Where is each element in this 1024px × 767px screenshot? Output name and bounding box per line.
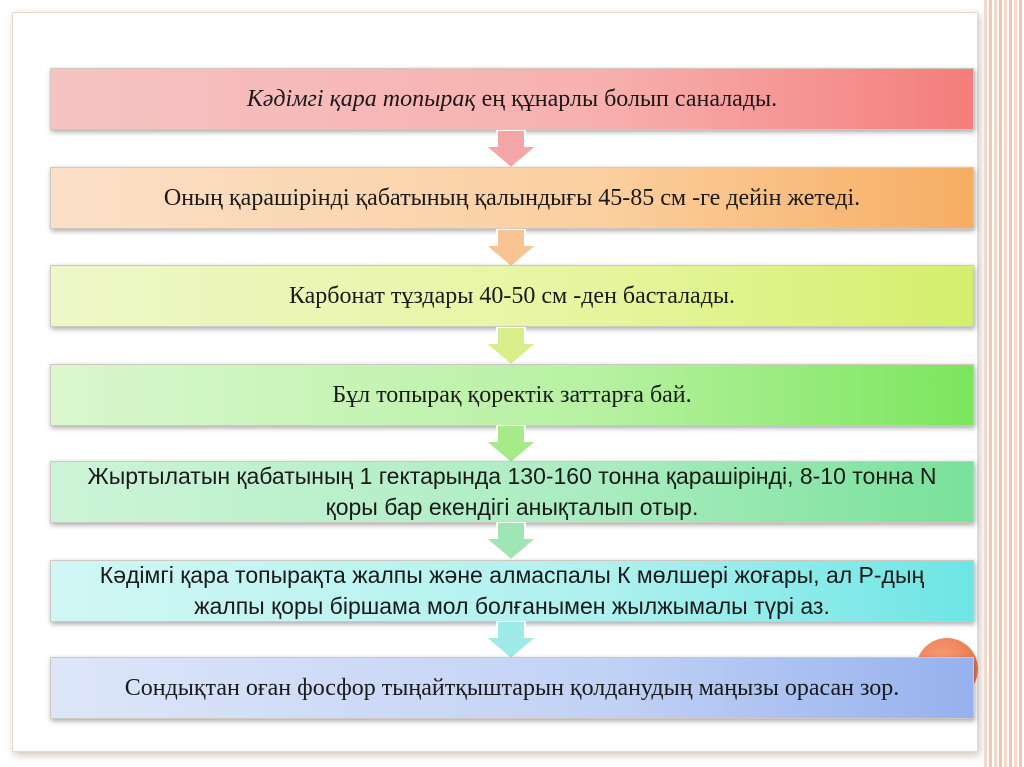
decorative-stripes [984, 0, 1024, 767]
step-6-box [50, 560, 974, 622]
step-5-box [50, 461, 974, 523]
arrow-5-shape [485, 522, 537, 560]
step-3-text: Карбонат тұздары 40-50 см -ден басталады. [288, 283, 736, 309]
arrow-2-shape [485, 229, 537, 267]
arrow-6-shape [485, 621, 537, 659]
arrow-4-shape [485, 425, 537, 463]
step-4-text: Бұл топырақ қоректік заттарға бай. [332, 382, 692, 408]
step-1-rest-text: ең құнарлы болып саналады. [475, 86, 778, 112]
step-4-box [50, 364, 974, 426]
step-5-text: Жыртылатын қабатының 1 гектарында 130-160 тонна қарашірінді, 8-10 тонна N қоры бар екендігі анықталып отыр. [87, 463, 937, 520]
step-2-text: Оның қарашірінді қабатының қалындығы 45-85 см -ге дейін жетеді. [163, 185, 861, 211]
arrow-3-down-icon [483, 327, 539, 367]
arrow-5-down-icon [483, 522, 539, 562]
arrow-2-down-icon [483, 229, 539, 269]
step-1-text [247, 83, 777, 115]
step-3-box [50, 265, 974, 327]
step-2-box [50, 167, 974, 229]
step-1-box [50, 68, 974, 130]
arrow-6-down-icon [483, 621, 539, 661]
step-7-box [50, 657, 974, 719]
arrow-4-down-icon [483, 425, 539, 465]
arrow-1-shape [485, 130, 537, 168]
step-7-text: Сондықтан оған фосфор тыңайтқыштарын қолданудың маңызы орасан зор. [124, 675, 900, 701]
step-6-text: Кәдімгі қара топырақта жалпы және алмаспалы К мөлшері жоғары, ал Р-дың жалпы қоры біршама мол болғанымен жылжымалы түрі аз. [99, 562, 925, 619]
arrow-3-shape [485, 327, 537, 365]
arrow-1-down-icon [483, 130, 539, 170]
step-1-italic-text: Кәдімгі қара топырақ [246, 86, 476, 112]
